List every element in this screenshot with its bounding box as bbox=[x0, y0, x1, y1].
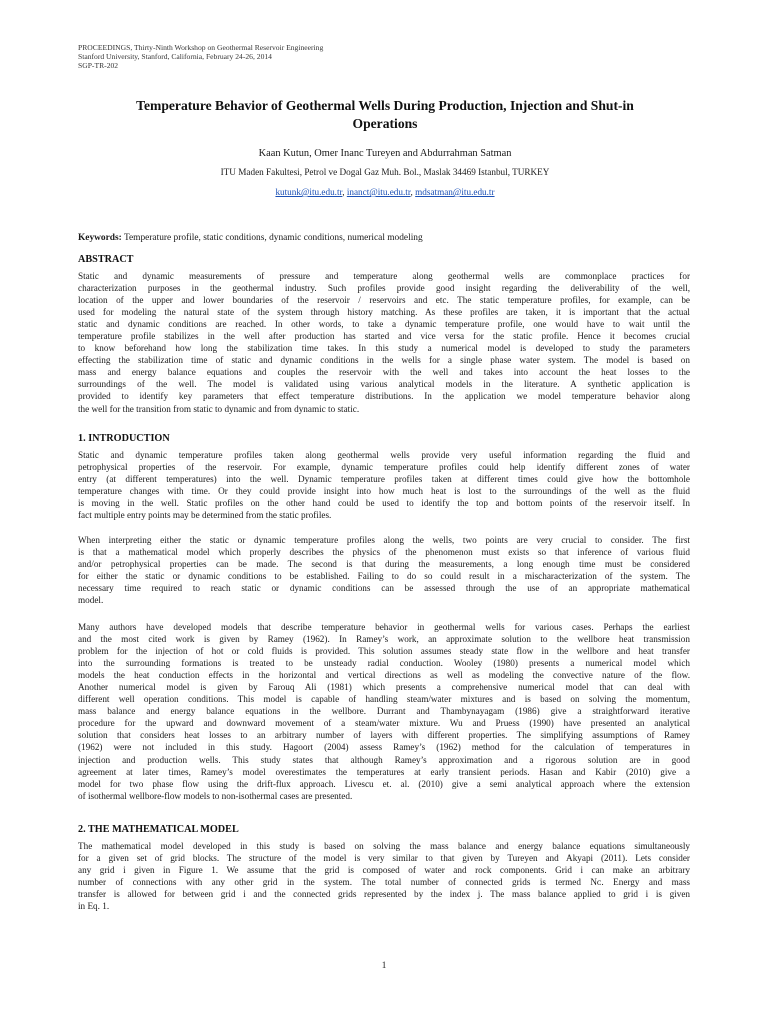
abstract-body bbox=[78, 270, 690, 415]
text-line: to know beforehand how long the stabilization time takes. In this study a numerical model is developed to study the parameters bbox=[78, 343, 690, 354]
text-line: the well for the transition from static to dynamic and from dynamic to static. bbox=[78, 403, 360, 414]
mathematical-model-paragraph bbox=[78, 840, 690, 912]
introduction-paragraph-1 bbox=[78, 449, 690, 521]
text-line: location of the upper and lower boundaries of the reservoir / reservoirs and etc. The static temperature profiles, for example, can be bbox=[78, 295, 690, 306]
title-line-2: Operations bbox=[352, 116, 418, 131]
text-line: for a given set of grid blocks. The structure of the model is very similar to that given by Tureyen and Akyapi (2011). Lets consider bbox=[78, 853, 690, 864]
text-line: The mathematical model developed in this study is based on solving the mass balance and energy balance equations simultaneously bbox=[78, 841, 690, 851]
introduction-paragraph-3 bbox=[78, 621, 690, 802]
text-line: solution that considers heat losses to an arbitrary number of layers with different properties. The simplifying assumptions of Ramey bbox=[78, 730, 690, 741]
text-line: petrophysical properties of the reservoir. For example, dynamic temperature profiles could help identify different zones of water bbox=[78, 462, 690, 473]
text-line: injection and production wells. This study states that although Ramey’s approximation and a rigorous solution are in good bbox=[78, 754, 690, 765]
email-separator: , bbox=[410, 187, 416, 197]
text-line: mass and energy balance equations and couples the reservoir with the well and takes into account the heat losses to the bbox=[78, 367, 690, 378]
text-line: number of connections with any other grid in the system. The total number of connected grids is termed Nᴄ. Energy and mass bbox=[78, 877, 690, 888]
text-line: provided to identify key parameters that effect temperature distributions. In the application we model temperature behavior along bbox=[78, 391, 690, 402]
text-line: effecting the stabilization time of static and dynamic conditions in the wells for a single phase water system. The model is based on bbox=[78, 355, 690, 366]
text-line: (1962) were not included in this study. Hagoort (2004) assess Ramey’s (1962) method for the calculation of temperatures in bbox=[78, 742, 690, 753]
mathematical-model-heading: 2. THE MATHEMATICAL MODEL bbox=[78, 824, 239, 835]
keywords-label: Keywords: bbox=[78, 233, 122, 243]
text-line: into the surrounding formations is treated to be unsteady radial conduction. Wooley (1980) presents a numerical model which bbox=[78, 658, 690, 669]
text-line: entry (at different temperatures) into the well. Dynamic temperature profiles taken at different times could give how the bottomhole bbox=[78, 474, 690, 485]
text-line: fact multiple entry points may be determined from the static profiles. bbox=[78, 510, 332, 521]
paper-title bbox=[80, 97, 690, 133]
title-line-1: Temperature Behavior of Geothermal Wells During Production, Injection and Shut-in bbox=[136, 98, 634, 113]
text-line: necessary time required to reach static or dynamic conditions can be assessed through the use of an appropriate mathematical bbox=[78, 583, 690, 594]
text-line: different well operation conditions. This model is capable of handling steam/water mixtures and is based on solving the momentum, bbox=[78, 694, 690, 705]
text-line: When interpreting either the static or dynamic temperature profiles along the wells, two points are very crucial to consider. The first bbox=[78, 535, 690, 545]
text-line: model for two phase flow using the drift-flux approach. Livescu et. al. (2010) give a semi analytical approach where the extension bbox=[78, 778, 690, 789]
text-line: agreement at later times, Ramey’s model overestimates the temperatures at early transient periods. Hasan and Kabir (2010) give a bbox=[78, 766, 690, 777]
text-line: is moving in the well. Static profiles on the other hand could be used to identify the top and bottom points of the reservoir itself. In bbox=[78, 498, 690, 509]
text-line: characterization purposes in the geothermal industry. Such profiles provide good insight regarding the deliverability of the well, bbox=[78, 283, 690, 294]
text-line: mass balance and energy balance equations in the wellbore. Durrant and Thambynayagam (1986) give a straightforward iterative bbox=[78, 706, 690, 717]
introduction-paragraph-2 bbox=[78, 534, 690, 606]
text-line: in Eq. 1. bbox=[78, 901, 110, 912]
text-line: and/or petrophysical properties can be made. The second is that during the measurements, a long enough time must be considered bbox=[78, 559, 690, 570]
header-line-3: SGP-TR-202 bbox=[78, 61, 119, 70]
text-line: temperature profile stabilizes in the well after production has started and vice versa for the static profile. Hence it becomes crucial bbox=[78, 331, 690, 342]
text-line: used for modeling the natural state of the system through history matching. As these profiles are taken, it is important that the actual bbox=[78, 307, 690, 318]
abstract-heading: ABSTRACT bbox=[78, 254, 134, 265]
text-line: Many authors have developed models that describe temperature behavior in geothermal wells for various cases. Perhaps the earliest bbox=[78, 622, 690, 632]
text-line: problem for the injection of hot or cold fluids is provided. This solution assumes steady state flow in the wellbore and heat transfer bbox=[78, 646, 690, 657]
text-line: temperature changes with time. Or they could provide insight into how much heat is lost to the surroundings of the well as the fluid bbox=[78, 486, 690, 497]
header-line-2: Stanford University, Stanford, California, February 24-26, 2014 bbox=[78, 52, 272, 61]
text-line: and the most cited work is given by Ramey (1962). In Ramey’s work, an approximate solution to the wellbore heat transmission bbox=[78, 634, 690, 645]
text-line: for either the static or dynamic conditions to be established. Failing to do so could result in a mischaracterization of the system. The bbox=[78, 571, 690, 582]
email-link-kutun[interactable]: kutunk@itu.edu.tr bbox=[275, 187, 343, 197]
author-emails bbox=[80, 187, 690, 197]
text-line: Another numerical model is given by Farouq Ali (1981) which presents a comprehensive numerical model that can deal with bbox=[78, 682, 690, 693]
text-line: model. bbox=[78, 595, 104, 606]
text-line: any grid i given in Figure 1. We assume that the grid is composed of water and rock components. Grid i can make an arbitrary bbox=[78, 865, 690, 876]
text-line: surroundings of the well. The model is validated using various analytical models in the literature. A synthetic application is bbox=[78, 379, 690, 390]
email-link-tureyen[interactable]: inanct@itu.edu.tr bbox=[346, 187, 411, 197]
text-line: Static and dynamic measurements of pressure and temperature along geothermal wells are commonplace practices for bbox=[78, 271, 690, 281]
affiliation: ITU Maden Fakultesi, Petrol ve Dogal Gaz Muh. Bol., Maslak 34469 Istanbul, TURKEY bbox=[220, 167, 550, 177]
keywords-text: Temperature profile, static conditions, dynamic conditions, numerical modeling bbox=[123, 233, 423, 243]
text-line: models the heat conduction effects in the horizontal and vertical directions as well as modeling the convective nature of the flow. bbox=[78, 670, 690, 681]
text-line: transfer is allowed for between grid i and the connected grids represented by the index j. The mass balance applied to grid i is given bbox=[78, 889, 690, 900]
page-number: 1 bbox=[381, 960, 387, 970]
text-line: static and dynamic conditions are reached. In other words, to take a dynamic temperature profile, one would have to wait until the bbox=[78, 319, 690, 330]
keywords bbox=[78, 233, 690, 243]
header-line-1: PROCEEDINGS, Thirty-Ninth Workshop on Geothermal Reservoir Engineering bbox=[78, 43, 324, 52]
text-line: Static and dynamic temperature profiles taken along geothermal wells provide very useful information regarding the fluid and bbox=[78, 450, 690, 460]
text-line: procedure for the upward and downward movement of a steam/water mixture. Wu and Pruess (1990) have presented an analytical bbox=[78, 718, 690, 729]
email-link-satman[interactable]: mdsatman@itu.edu.tr bbox=[415, 187, 495, 197]
proceedings-header bbox=[78, 43, 323, 70]
text-line: of isothermal wellbore-flow models to non-isothermal cases are presented. bbox=[78, 790, 353, 801]
email-separator: , bbox=[342, 187, 347, 197]
text-line: is that a mathematical model which properly describes the physics of the phenomenon must exists so that inference of various fluid bbox=[78, 547, 690, 558]
authors: Kaan Kutun, Omer Inanc Tureyen and Abdurrahman Satman bbox=[258, 148, 512, 159]
introduction-heading: 1. INTRODUCTION bbox=[78, 433, 170, 444]
